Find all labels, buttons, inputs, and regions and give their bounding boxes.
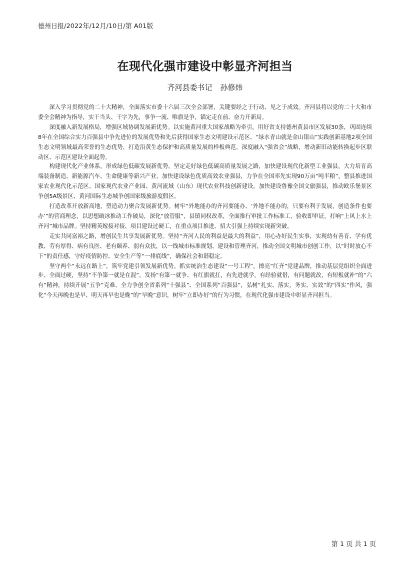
source-line: 德州日报/2022年/12月/10日/第 A01版 xyxy=(38,22,154,30)
article-body xyxy=(38,104,372,302)
paragraph: 走实共同富裕之路，增创民生共享发展新优势。坚持“齐河人民的利益是最大的利益”，用心办好民生实事，实现幼有善育、学有优教、劳有厚得、病有良医、老有颐养、弱有众扶，以一线城市标准规划、建设和管理齐河，推动全国文明城市创创工作，以“时时放心不下”的责任感，守好疫情防控、安全生产等“一排底线”，确保社会和谐稳定。 xyxy=(38,233,372,260)
author-role: 齐河县委书记 xyxy=(167,83,213,92)
paragraph: 坚守两个“永远在路上”，筑牢党建引领发展新优势。抓实统治生态建设“一号工程”，擦亮“红齐”党建品牌，推动基层党组织全面进步、全面过硬，坚持“不争第一就是在混”，发扬“有第一就争、有红旗就扛，有先进就学，有经验就借，有问题就改，有短板就补”的“六有”精神，持续开展“五争”克难、全力争创全省系列“十强县”、全国系列“百强县”，弘树“扎实、落实，务实、实效”的“四实”作风，强化“今天再晚也是早、明天再早也是晚”的“早晚”意识，树牢“立即办好”的行为习惯，在现代化强市建设中彰显齐河担当。 xyxy=(38,263,372,300)
paragraph: 深入学习贯彻党的二十大精神，全面落实市委十六届三次全会部署，关键要经之于行动、见之于成效。齐河县将以党的二十大和市委全会精神为指导，实干当头、干字为先，事争一流、唯旗是争，锚定走在前、奋力开新局。 xyxy=(38,105,372,121)
paragraph: 构建现代化产业体系，形成绿色低碳发展新优势。坚定走好绿色低碳高质量发展之路，加快建设现代化新型工业强县，大力培育高端装备制造、新能源汽车、生命健康等新兴产业，加快建设绿色优质高效农业强县，力争在全国率先实现90万亩“吨半粮”，整县推进国家农业现代化示范区、国家现代农业产业园、黄河流域（山东）现代农业科技创新建设。加快建设鲁豫全国文旅强县，推动欧乐堡景区争创5A级景区、黄河国际生态城争创国家级旅游度假区。 xyxy=(38,164,372,201)
byline xyxy=(38,83,372,93)
paragraph: 深度融入新发展格局，增强区域协调发展新优势。以实施黄河重大国家战略为牵引，用好省支持德州黄县市区发展30条，巩固连续8年在全国综合实力百强县中争先进位的发展优势和先后获得国家生态文明建设示范区、“绿水青山就是金山银山”实践创新基地2项全国生态文明领域最高荣誉的生态优势，打造沿黄生态保护和高质量发展的样板典范。深度融入“强省会”战略，增动新旧动能转换起步区联动区、示范区建设全面起势。 xyxy=(38,124,372,161)
paragraph: 打造改革开放新高地，塑造动力聚合发展新优势。树牢“外地能办的齐河要能办、‘外地不能办的，只要有利于发展，创造条件也要办’”的营商理念，以思想破冰推动工作破局，深化“放管服”，县镇同权改革，全面推行审批工作标准工，验收即审证，打响“上风上水上齐河”城市品牌。坚持精英嫁接对接、项目建设过硬工，在重点项目推进、招大引强上持续实现新突破。 xyxy=(38,204,372,230)
page-number: 第 1 页 共 1 页 xyxy=(331,540,376,548)
author-name: 孙修炜 xyxy=(220,83,243,92)
article-title: 在现代化强市建设中彰显齐河担当 xyxy=(117,59,293,73)
